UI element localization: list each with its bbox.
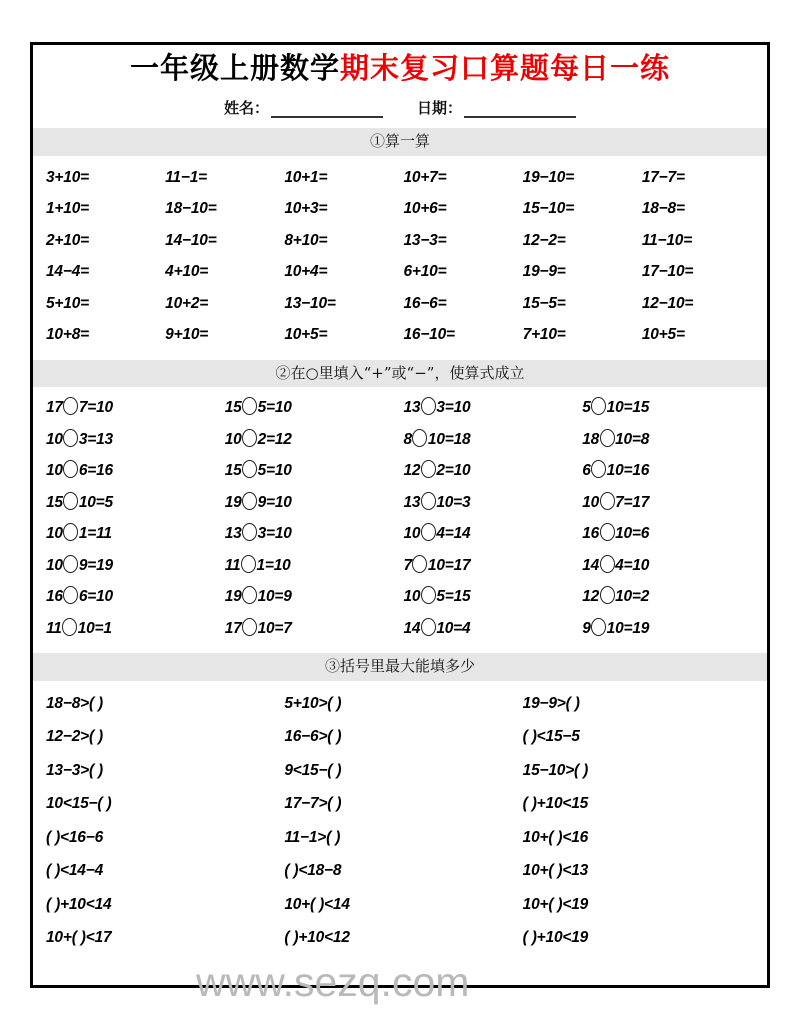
operand-right: 10=17 [427, 556, 471, 574]
operand-right: 10=2 [615, 588, 650, 606]
student-meta-row [33, 97, 767, 118]
operator-circle-blank[interactable] [412, 555, 427, 573]
operator-circle-blank[interactable] [63, 429, 78, 447]
problem-item-calc[interactable]: 2+10= [46, 231, 89, 249]
operand-right: 5=10 [257, 462, 292, 480]
operand-left: 13 [403, 399, 421, 417]
problem-item-calc[interactable]: 11−10= [641, 231, 693, 249]
problem-item-fill-operator[interactable] [46, 424, 225, 456]
operand-right: 10=4 [436, 619, 471, 637]
problem-item-calc[interactable]: 10+4= [284, 263, 328, 281]
problem-item-calc[interactable]: 9+10= [165, 326, 209, 344]
operand-right: 10=5 [78, 493, 113, 511]
operand-right: 10=9 [257, 588, 292, 606]
problem-item-fill-operator[interactable] [404, 613, 583, 645]
operator-circle-blank[interactable] [421, 618, 436, 636]
problem-item-calc[interactable]: 6+10= [403, 263, 447, 281]
operand-left: 14 [582, 556, 600, 574]
operand-left: 10 [46, 430, 63, 448]
section-header-3: ③括号里最大能填多少 [33, 653, 767, 681]
problem-item-calc[interactable]: 15−10= [522, 200, 575, 218]
problem-item-calc[interactable]: 10+6= [403, 200, 447, 218]
problem-item-fill-operator[interactable] [225, 550, 404, 582]
operand-left: 5 [582, 399, 591, 417]
problem-item-max-blank[interactable]: 10+( )<17 [46, 929, 112, 947]
problem-item-max-blank[interactable]: ( )<15−5 [522, 728, 580, 746]
problem-item-max-blank[interactable]: 19−9>( ) [522, 694, 580, 712]
operand-left: 16 [46, 588, 63, 606]
problem-item-calc[interactable]: 17−10= [641, 263, 694, 281]
operand-left: 10 [46, 556, 63, 574]
problem-item-fill-operator[interactable] [582, 613, 761, 645]
section-header-2: ②在○里填入“+”或“−”，使算式成立 [33, 360, 767, 388]
operand-left: 8 [403, 430, 412, 448]
problem-item-calc[interactable]: 15−5= [522, 294, 566, 312]
problem-item-max-blank[interactable]: 10+( )<13 [522, 862, 589, 880]
operand-right: 10=8 [615, 430, 650, 448]
problem-item-calc[interactable]: 10+8= [46, 326, 89, 344]
page-title-red: 期末复习口算题每日一练 [340, 51, 671, 85]
name-field-group [224, 97, 383, 118]
problem-item-fill-operator[interactable] [46, 581, 225, 613]
operand-right: 9=10 [257, 493, 292, 511]
section-1-problem-grid [33, 156, 767, 351]
operand-left: 9 [582, 619, 591, 637]
operand-right: 10=19 [606, 619, 650, 637]
problem-item-fill-operator[interactable] [46, 613, 225, 645]
problem-item-fill-operator[interactable] [46, 550, 225, 582]
operand-left: 19 [224, 493, 242, 511]
problem-item-max-blank[interactable]: 18−8>( ) [46, 694, 103, 712]
problem-item-fill-operator[interactable] [46, 487, 225, 519]
problem-item-max-blank[interactable]: ( )+10<12 [284, 929, 350, 947]
operand-right: 2=12 [257, 430, 292, 448]
problem-item-fill-operator[interactable] [404, 455, 583, 487]
name-input-line[interactable] [271, 101, 383, 118]
operator-circle-blank[interactable] [421, 492, 436, 510]
page-title-black: 一年级上册数学 [129, 51, 340, 85]
problem-item-max-blank[interactable]: 10+( )<16 [522, 828, 589, 846]
operand-right: 6=10 [78, 588, 113, 606]
problem-item-calc[interactable]: 7+10= [522, 326, 566, 344]
operator-circle-blank[interactable] [242, 429, 257, 447]
problem-item-fill-operator[interactable] [404, 424, 583, 456]
section-header-1: ①算一算 [33, 128, 767, 156]
operand-left: 13 [224, 525, 242, 543]
page-title [33, 52, 767, 85]
problem-item-max-blank[interactable]: ( )+10<15 [522, 795, 589, 813]
problem-item-calc[interactable]: 12−2= [522, 231, 566, 249]
operator-circle-blank[interactable] [241, 555, 256, 573]
problem-item-calc[interactable]: 10+5= [284, 326, 328, 344]
problem-item-fill-operator[interactable] [46, 455, 225, 487]
operand-right: 10=7 [257, 619, 292, 637]
problem-item-fill-operator[interactable] [404, 487, 583, 519]
operand-right: 1=10 [256, 556, 291, 574]
operand-left: 18 [582, 430, 600, 448]
operand-left: 17 [46, 399, 63, 417]
operator-circle-blank[interactable] [412, 429, 427, 447]
problem-item-fill-operator[interactable] [582, 424, 761, 456]
operand-right: 10=18 [427, 430, 471, 448]
site-watermark: www.sezq.com [196, 959, 470, 1005]
operator-circle-blank[interactable] [421, 460, 436, 478]
operator-circle-blank[interactable] [600, 429, 615, 447]
operator-circle-blank[interactable] [600, 492, 615, 510]
operand-right: 2=10 [436, 462, 471, 480]
problem-item-fill-operator[interactable] [582, 455, 761, 487]
problem-item-fill-operator[interactable] [404, 518, 583, 550]
operator-circle-blank[interactable] [63, 492, 78, 510]
problem-item-calc[interactable]: 14−4= [46, 263, 89, 281]
problem-item-calc[interactable]: 10+7= [403, 168, 447, 186]
date-label: 日期： [417, 99, 463, 118]
date-input-line[interactable] [464, 101, 576, 118]
operator-circle-blank[interactable] [242, 492, 257, 510]
problem-item-max-blank[interactable]: 13−3>( ) [46, 761, 103, 779]
operand-right: 1=11 [78, 525, 112, 543]
problem-item-max-blank[interactable]: 15−10>( ) [522, 761, 589, 779]
problem-item-fill-operator[interactable] [582, 550, 761, 582]
operand-left: 15 [224, 462, 242, 480]
operator-circle-blank[interactable] [591, 618, 606, 636]
problem-item-calc[interactable]: 18−8= [641, 200, 685, 218]
operator-circle-blank[interactable] [242, 523, 257, 541]
operator-circle-blank[interactable] [63, 586, 78, 604]
problem-item-calc[interactable]: 18−10= [165, 200, 217, 218]
problem-item-calc[interactable]: 1+10= [46, 200, 89, 218]
operand-left: 10 [403, 588, 421, 606]
problem-item-max-blank[interactable]: 5+10>( ) [284, 694, 342, 712]
problem-item-fill-operator[interactable] [404, 392, 583, 424]
operand-right: 6=16 [78, 462, 113, 480]
problem-item-calc[interactable]: 3+10= [46, 168, 89, 186]
operand-left: 15 [46, 493, 63, 511]
operator-circle-blank[interactable] [600, 523, 615, 541]
date-field-group [417, 97, 576, 118]
problem-item-fill-operator[interactable] [404, 550, 583, 582]
problem-item-fill-operator[interactable] [225, 424, 404, 456]
problem-item-fill-operator[interactable] [225, 518, 404, 550]
problem-item-fill-operator[interactable] [582, 581, 761, 613]
problem-item-calc[interactable]: 8+10= [284, 231, 328, 249]
problem-item-calc[interactable]: 10+3= [284, 200, 328, 218]
operand-left: 6 [582, 462, 591, 480]
operand-right: 10=3 [436, 493, 471, 511]
problem-item-calc[interactable]: 16−10= [403, 326, 455, 344]
operator-circle-blank[interactable] [600, 555, 615, 573]
operand-right: 5=15 [436, 588, 471, 606]
problem-item-max-blank[interactable]: ( )+10<14 [46, 895, 112, 913]
operator-circle-blank[interactable] [591, 397, 606, 415]
problem-item-fill-operator[interactable] [225, 613, 404, 645]
problem-item-calc[interactable]: 17−7= [641, 168, 685, 186]
problem-item-max-blank[interactable]: 16−6>( ) [284, 728, 342, 746]
problem-item-max-blank[interactable]: 17−7>( ) [284, 795, 342, 813]
worksheet-frame [30, 42, 770, 988]
problem-item-calc[interactable]: 13−3= [403, 231, 447, 249]
problem-item-fill-operator[interactable] [46, 518, 225, 550]
operator-circle-blank[interactable] [242, 397, 257, 415]
problem-item-max-blank[interactable]: ( )+10<19 [522, 929, 589, 947]
problem-item-max-blank[interactable]: 10<15−( ) [46, 795, 112, 813]
operand-left: 12 [403, 462, 421, 480]
operand-right: 3=10 [436, 399, 471, 417]
operand-left: 10 [224, 430, 242, 448]
operator-circle-blank[interactable] [591, 460, 606, 478]
operand-right: 3=13 [78, 430, 113, 448]
operand-right: 4=10 [615, 556, 650, 574]
operator-circle-blank[interactable] [63, 555, 78, 573]
problem-item-max-blank[interactable]: 12−2>( ) [46, 728, 103, 746]
operator-circle-blank[interactable] [242, 618, 257, 636]
problem-item-fill-operator[interactable] [225, 455, 404, 487]
operand-left: 16 [582, 525, 600, 543]
operand-right: 10=6 [615, 525, 650, 543]
problem-item-fill-operator[interactable] [582, 487, 761, 519]
problem-item-fill-operator[interactable] [404, 581, 583, 613]
operator-circle-blank[interactable] [421, 397, 436, 415]
problem-item-max-blank[interactable]: ( )<14−4 [46, 862, 103, 880]
problem-item-fill-operator[interactable] [225, 487, 404, 519]
problem-item-calc[interactable]: 10+2= [165, 294, 209, 312]
operand-right: 10=1 [77, 619, 112, 637]
operand-right: 10=16 [606, 462, 650, 480]
operand-left: 10 [46, 525, 63, 543]
operand-right: 7=10 [78, 399, 113, 417]
problem-item-fill-operator[interactable] [46, 392, 225, 424]
name-label: 姓名： [223, 99, 269, 118]
operand-right: 5=10 [257, 399, 292, 417]
operator-circle-blank[interactable] [242, 460, 257, 478]
problem-item-calc[interactable]: 19−10= [522, 168, 575, 186]
operand-left: 7 [403, 556, 412, 574]
operand-left: 11 [46, 619, 62, 637]
operator-circle-blank[interactable] [600, 586, 615, 604]
problem-item-calc[interactable]: 10+5= [641, 326, 685, 344]
operator-circle-blank[interactable] [421, 586, 436, 604]
problem-item-fill-operator[interactable] [582, 392, 761, 424]
operand-left: 15 [224, 399, 242, 417]
problem-item-calc[interactable]: 4+10= [165, 263, 209, 281]
problem-item-max-blank[interactable]: ( )<18−8 [284, 862, 342, 880]
operand-left: 10 [582, 493, 600, 511]
problem-item-fill-operator[interactable] [582, 518, 761, 550]
problem-item-max-blank[interactable]: ( )<16−6 [46, 828, 103, 846]
problem-item-calc[interactable]: 5+10= [46, 294, 89, 312]
operator-circle-blank[interactable] [63, 460, 78, 478]
problem-item-calc[interactable]: 16−6= [403, 294, 447, 312]
problem-item-fill-operator[interactable] [225, 581, 404, 613]
operator-circle-blank[interactable] [63, 523, 78, 541]
operand-left: 13 [403, 493, 421, 511]
section-3-problem-grid [33, 681, 767, 955]
problem-item-calc[interactable]: 12−10= [641, 294, 694, 312]
operand-right: 7=17 [615, 493, 650, 511]
operand-right: 10=15 [606, 399, 650, 417]
operand-left: 11 [224, 556, 241, 574]
problem-item-max-blank[interactable]: 10+( )<19 [522, 895, 589, 913]
section-2-problem-grid [33, 387, 767, 644]
problem-item-max-blank[interactable]: 11−1>( ) [284, 828, 341, 846]
operator-circle-blank[interactable] [242, 586, 257, 604]
operator-circle-blank[interactable] [421, 523, 436, 541]
operand-left: 17 [224, 619, 242, 637]
operand-left: 12 [582, 588, 600, 606]
operator-circle-blank[interactable] [63, 397, 78, 415]
problem-item-max-blank[interactable]: 10+( )<14 [284, 895, 350, 913]
operand-right: 4=14 [436, 525, 471, 543]
operand-right: 3=10 [257, 525, 292, 543]
problem-item-fill-operator[interactable] [225, 392, 404, 424]
problem-item-calc[interactable]: 10+1= [284, 168, 328, 186]
operand-left: 14 [403, 619, 421, 637]
problem-item-calc[interactable]: 19−9= [522, 263, 566, 281]
operand-left: 10 [46, 462, 63, 480]
problem-item-calc[interactable]: 11−1= [165, 168, 207, 186]
operand-left: 10 [403, 525, 421, 543]
operator-circle-blank[interactable] [62, 618, 77, 636]
problem-item-max-blank[interactable]: 9<15−( ) [284, 761, 342, 779]
problem-item-calc[interactable]: 14−10= [165, 231, 217, 249]
operand-right: 9=19 [78, 556, 113, 574]
operand-left: 19 [224, 588, 242, 606]
problem-item-calc[interactable]: 13−10= [284, 294, 336, 312]
